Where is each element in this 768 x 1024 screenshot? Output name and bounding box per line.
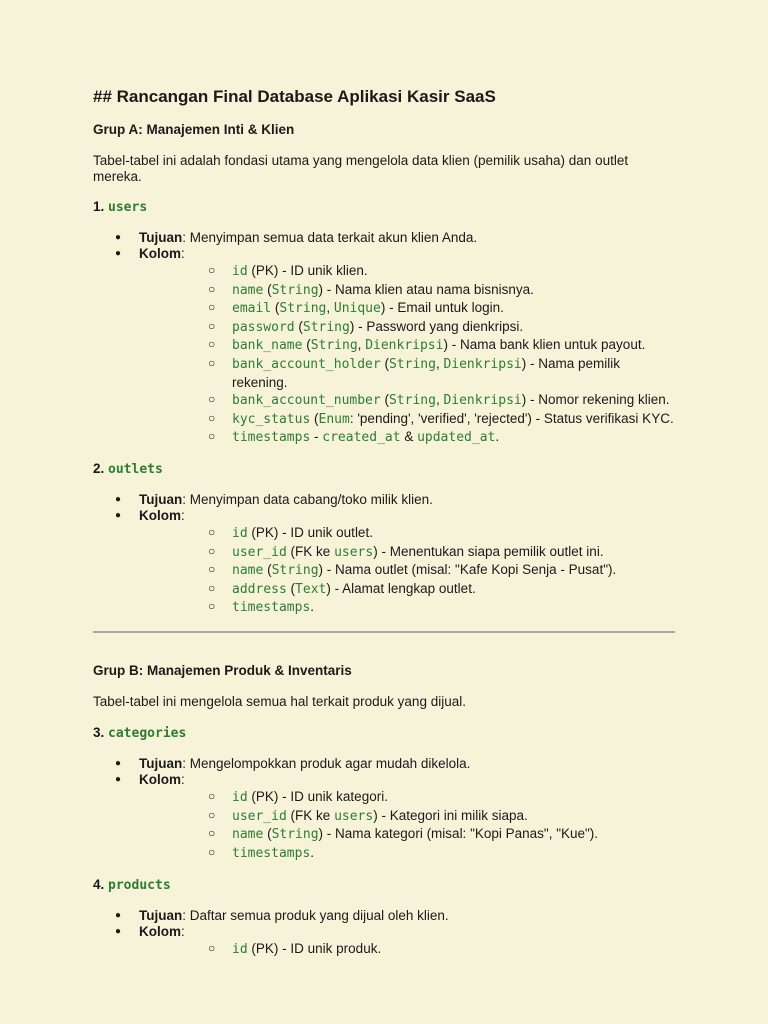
column-attr: updated_at xyxy=(417,430,496,446)
column-desc: ) - Kategori ini milik siapa. xyxy=(373,807,528,823)
column-desc: ) - Nama pemilik rekening. xyxy=(232,355,620,390)
column-name: address xyxy=(232,581,287,597)
column-item xyxy=(139,598,675,617)
column-desc: (PK) - ID unik outlet. xyxy=(247,524,373,540)
column-name: kyc_status xyxy=(232,411,311,427)
column-desc: (PK) - ID unik produk. xyxy=(247,941,382,957)
column-desc: ) - Nama kategori (misal: "Kopi Panas", "Kue"). xyxy=(318,826,599,842)
group-b-intro: Tabel-tabel ini mengelola semua hal terkait produk yang dijual. xyxy=(93,693,466,709)
column-name: id xyxy=(232,525,248,541)
column-attr: Unique xyxy=(333,301,381,317)
kolom-colon: : xyxy=(181,246,185,261)
list-item-kolom xyxy=(93,772,675,862)
group-a-intro xyxy=(93,153,675,185)
kolom-label: Kolom xyxy=(139,924,181,940)
column-name: timestamps xyxy=(232,600,311,616)
column-desc: ( xyxy=(380,355,389,371)
column-name: user_id xyxy=(232,808,287,824)
table-details-products xyxy=(93,908,675,959)
table-details-categories xyxy=(93,756,675,862)
column-desc: ( xyxy=(271,300,280,316)
tujuan-label: Tujuan xyxy=(139,755,183,771)
column-desc: ) - Menentukan siapa pemilik outlet ini. xyxy=(373,543,604,559)
list-item-tujuan xyxy=(93,492,675,508)
column-item xyxy=(139,410,675,429)
group-a-intro-line2: mereka. xyxy=(93,169,142,184)
column-list xyxy=(139,524,675,617)
column-type: String xyxy=(388,356,436,372)
kolom-label: Kolom xyxy=(139,246,181,261)
column-name: timestamps xyxy=(232,430,311,446)
section-divider xyxy=(93,631,675,633)
tujuan-label: Tujuan xyxy=(139,908,183,924)
document-title: ## Rancangan Final Database Aplikasi Kasir SaaS xyxy=(93,87,496,106)
kolom-label: Kolom xyxy=(139,507,181,523)
column-type: Enum xyxy=(318,411,350,427)
table-heading-products xyxy=(93,876,675,895)
column-item xyxy=(139,281,675,300)
column-desc: ) - Nama bank klien untuk payout. xyxy=(443,337,646,353)
column-item xyxy=(139,299,675,318)
column-attr: Dienkripsi xyxy=(443,393,522,409)
tujuan-label: Tujuan xyxy=(139,491,183,507)
column-type: String xyxy=(279,301,327,317)
column-attr: Dienkripsi xyxy=(365,338,444,354)
column-desc: ( xyxy=(263,562,272,578)
column-type: String xyxy=(302,319,350,335)
column-desc: ( xyxy=(302,337,311,353)
table-number: 1. xyxy=(93,199,105,214)
column-item xyxy=(139,807,675,826)
kolom-label: Kolom xyxy=(139,771,181,787)
column-desc: : 'pending', 'verified', 'rejected') - Status verifikasi KYC. xyxy=(349,410,674,426)
list-item-kolom xyxy=(93,246,675,447)
column-list xyxy=(139,940,675,959)
table-name: categories xyxy=(108,725,187,741)
table-heading-outlets xyxy=(93,460,675,479)
column-item xyxy=(139,428,675,447)
column-name: bank_account_holder xyxy=(232,356,381,372)
column-desc: ( xyxy=(380,392,389,408)
column-item xyxy=(139,355,675,391)
group-a-heading: Grup A: Manajemen Inti & Klien xyxy=(93,122,295,137)
table-heading-categories xyxy=(93,724,675,743)
column-list xyxy=(139,262,675,447)
column-desc: & xyxy=(400,429,418,445)
column-type: String xyxy=(271,827,319,843)
list-item-tujuan xyxy=(93,230,675,246)
column-ref: users xyxy=(334,544,374,560)
column-type: String xyxy=(271,563,319,579)
column-desc: ) - Alamat lengkap outlet. xyxy=(326,580,476,596)
column-name: timestamps xyxy=(232,845,311,861)
column-item xyxy=(139,318,675,337)
document xyxy=(93,86,675,959)
column-item xyxy=(139,825,675,844)
column-item xyxy=(139,336,675,355)
column-desc: (FK ke xyxy=(286,807,335,823)
kolom-colon: : xyxy=(181,924,185,940)
column-item xyxy=(139,262,675,281)
group-a-intro-line1: Tabel-tabel ini adalah fondasi utama yang mengelola data klien (pemilik usaha) dan outlet xyxy=(93,153,629,168)
column-type: String xyxy=(388,393,436,409)
column-list xyxy=(139,788,675,862)
column-desc: . xyxy=(495,429,500,445)
column-desc: , xyxy=(326,300,334,316)
column-item xyxy=(139,561,675,580)
tujuan-text: : Mengelompokkan produk agar mudah dikelola. xyxy=(182,755,471,771)
column-desc: ) - Nama outlet (misal: "Kafe Kopi Senja - Pusat"). xyxy=(318,562,617,578)
column-name: id xyxy=(232,789,248,805)
table-number: 3. xyxy=(93,724,105,740)
column-name: bank_name xyxy=(232,338,303,354)
column-name: password xyxy=(232,319,295,335)
column-type: String xyxy=(271,282,319,298)
column-name: id xyxy=(232,942,248,958)
kolom-colon: : xyxy=(181,507,185,523)
table-name: users xyxy=(108,200,148,215)
column-item xyxy=(139,844,675,863)
column-desc: . xyxy=(310,599,315,615)
list-item-tujuan xyxy=(93,908,675,924)
column-desc: - xyxy=(310,429,323,445)
column-name: id xyxy=(232,264,248,279)
column-item xyxy=(139,580,675,599)
column-desc: ( xyxy=(310,410,319,426)
column-desc: ) - Nomor rekening klien. xyxy=(521,392,670,408)
table-number: 2. xyxy=(93,460,105,476)
column-desc: ) - Nama klien atau nama bisnisnya. xyxy=(318,281,534,297)
column-attr: Dienkripsi xyxy=(443,356,522,372)
column-desc: (PK) - ID unik klien. xyxy=(247,263,368,278)
tujuan-text: : Menyimpan semua data terkait akun klien Anda. xyxy=(182,230,478,245)
column-name: email xyxy=(232,301,272,317)
table-heading-users xyxy=(93,198,675,217)
tujuan-text: : Daftar semua produk yang dijual oleh klien. xyxy=(182,908,449,924)
column-desc: ( xyxy=(263,281,272,297)
table-name: products xyxy=(108,878,171,894)
column-desc: . xyxy=(310,844,315,860)
column-item xyxy=(139,788,675,807)
column-desc: ( xyxy=(294,318,303,334)
list-item-kolom xyxy=(93,924,675,959)
column-desc: ( xyxy=(263,826,272,842)
table-details-outlets xyxy=(93,492,675,617)
column-ref: users xyxy=(334,808,374,824)
table-name: outlets xyxy=(108,461,163,477)
column-desc: ) - Email untuk login. xyxy=(380,300,504,316)
column-desc: ( xyxy=(286,580,296,596)
list-item-tujuan xyxy=(93,756,675,772)
tujuan-text: : Menyimpan data cabang/toko milik klien. xyxy=(182,491,433,507)
kolom-colon: : xyxy=(181,771,185,787)
column-type: Text xyxy=(295,581,327,597)
column-name: name xyxy=(232,563,264,579)
column-desc: (FK ke xyxy=(286,543,335,559)
column-type: String xyxy=(310,338,358,354)
tujuan-label: Tujuan xyxy=(139,230,183,245)
column-desc: ) - Password yang dienkripsi. xyxy=(349,318,524,334)
column-name: name xyxy=(232,282,264,298)
column-desc: , xyxy=(435,355,444,371)
column-item xyxy=(139,524,675,543)
column-desc: , xyxy=(357,337,366,353)
group-b-heading: Grup B: Manajemen Produk & Inventaris xyxy=(93,662,352,678)
column-item xyxy=(139,940,675,959)
column-item xyxy=(139,543,675,562)
column-name: user_id xyxy=(232,544,287,560)
column-desc: , xyxy=(435,392,444,408)
table-number: 4. xyxy=(93,877,105,893)
column-name: name xyxy=(232,827,264,843)
column-item xyxy=(139,391,675,410)
column-name: bank_account_number xyxy=(232,393,381,409)
list-item-kolom xyxy=(93,508,675,617)
table-details-users xyxy=(93,230,675,447)
column-attr: created_at xyxy=(322,430,401,446)
column-desc: (PK) - ID unik kategori. xyxy=(247,788,388,804)
